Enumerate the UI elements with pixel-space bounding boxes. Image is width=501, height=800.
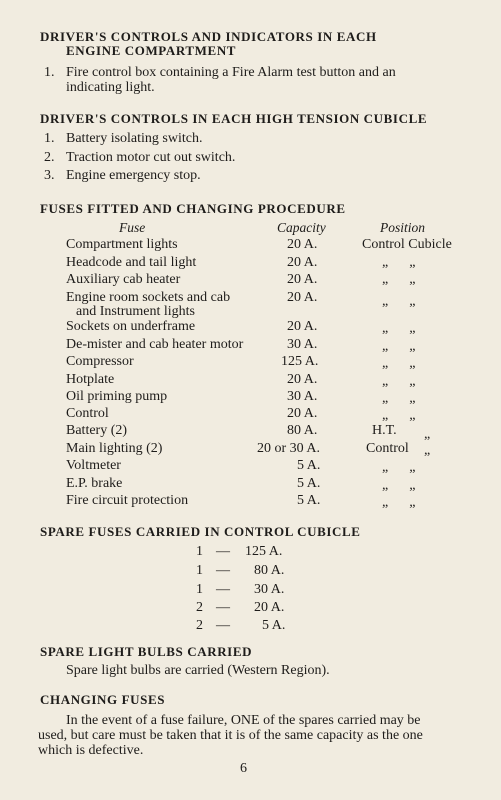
fuse-position: „ „ <box>382 255 416 270</box>
fuse-capacity: 5 A. <box>297 476 321 491</box>
spare-qty: 2 <box>196 600 203 615</box>
spare-qty: 1 <box>196 563 203 578</box>
fuse-capacity: 20 A. <box>287 372 318 387</box>
item-text: Battery isolating switch. <box>66 131 203 146</box>
spare-bulbs-text: Spare light bulbs are carried (Western Region). <box>66 663 330 678</box>
fuse-position: „ „ <box>382 478 416 493</box>
spare-bulbs-heading: SPARE LIGHT BULBS CARRIED <box>40 644 253 659</box>
item-number: 2. <box>44 150 55 165</box>
spare-qty: 2 <box>196 618 203 633</box>
indicators-heading-line2: ENGINE COMPARTMENT <box>66 43 237 58</box>
fuse-position: „ „ <box>382 374 416 389</box>
spare-amps: 125 A. <box>245 544 283 559</box>
fuse-position: „ „ <box>382 408 416 423</box>
changing-fuses-heading: CHANGING FUSES <box>40 692 166 707</box>
spare-qty: 1 <box>196 582 203 597</box>
fuse-position: „ „ <box>382 339 416 354</box>
fuse-capacity: 5 A. <box>297 493 321 508</box>
ditto-mark: „ <box>424 427 431 442</box>
spare-dash: — <box>216 582 230 597</box>
spare-qty: 1 <box>196 544 203 559</box>
item-number: 1. <box>44 131 55 146</box>
fuse-name: Control <box>66 406 109 421</box>
fuse-position: „ „ <box>382 272 416 287</box>
fuse-capacity: 5 A. <box>297 458 321 473</box>
changing-fuses-line2: used, but care must be taken that it is of the same capacity as the one <box>38 728 423 743</box>
fuse-position: „ „ <box>382 356 416 371</box>
spare-amps: 30 A. <box>254 582 285 597</box>
fuse-capacity: 30 A. <box>287 337 318 352</box>
high-tension-item-3 <box>44 168 201 184</box>
col-header-capacity: Capacity <box>277 220 326 235</box>
fuse-name: Voltmeter <box>66 458 121 473</box>
high-tension-item-1 <box>44 131 202 147</box>
fuse-capacity: 20 or 30 A. <box>257 441 320 456</box>
changing-fuses-line3: which is defective. <box>38 743 144 758</box>
changing-fuses-line1: In the event of a fuse failure, ONE of the spares carried may be <box>66 713 421 728</box>
spare-dash: — <box>216 544 230 559</box>
fuse-position: H.T. <box>372 423 397 438</box>
fuse-name-line2: and Instrument lights <box>76 304 195 319</box>
item-number: 1. <box>44 65 55 80</box>
fuse-name: Compressor <box>66 354 134 369</box>
col-header-position: Position <box>380 220 426 235</box>
indicators-item-1 <box>44 65 396 81</box>
fuse-name: Main lighting (2) <box>66 441 163 456</box>
spare-dash: — <box>216 600 230 615</box>
fuse-name: Oil priming pump <box>66 389 168 404</box>
fuse-position: Control Cubicle <box>362 237 452 252</box>
fuse-capacity: 80 A. <box>287 423 318 438</box>
high-tension-item-2 <box>44 150 235 166</box>
fuse-name: Compartment lights <box>66 237 178 252</box>
fuse-name: Battery (2) <box>66 423 128 438</box>
col-header-fuse: Fuse <box>119 220 146 235</box>
fuse-name: Fire circuit protection <box>66 493 189 508</box>
fuse-name: De-mister and cab heater motor <box>66 337 244 352</box>
fuse-capacity: 20 A. <box>287 255 318 270</box>
fuse-position: „ „ <box>382 391 416 406</box>
spare-amps: 80 A. <box>254 563 285 578</box>
fuse-position: „ „ <box>382 321 416 336</box>
fuse-capacity: 30 A. <box>287 389 318 404</box>
spare-dash: — <box>216 618 230 633</box>
fuse-name: Headcode and tail light <box>66 255 197 270</box>
high-tension-heading: DRIVER'S CONTROLS IN EACH HIGH TENSION CUBICLE <box>40 111 428 126</box>
fuse-position: „ „ <box>382 460 416 475</box>
spare-amps: 20 A. <box>254 600 285 615</box>
fuse-name: Sockets on underframe <box>66 319 196 334</box>
spare-dash: — <box>216 563 230 578</box>
fuse-position: Control <box>366 441 409 456</box>
fuse-capacity: 20 A. <box>287 290 318 305</box>
spare-amps: 5 A. <box>262 618 286 633</box>
fuses-heading: FUSES FITTED AND CHANGING PROCEDURE <box>40 201 346 216</box>
fuse-capacity: 125 A. <box>281 354 319 369</box>
ditto-mark: „ <box>424 443 431 458</box>
fuse-capacity: 20 A. <box>287 237 318 252</box>
item-number: 3. <box>44 168 55 183</box>
fuse-name: E.P. brake <box>66 476 123 491</box>
item-text-line1: Fire control box containing a Fire Alarm test button and an <box>66 65 396 80</box>
spare-fuses-heading: SPARE FUSES CARRIED IN CONTROL CUBICLE <box>40 524 361 539</box>
fuse-name: Auxiliary cab heater <box>66 272 181 287</box>
indicators-item-1-line2: indicating light. <box>66 80 155 95</box>
item-text: Traction motor cut out switch. <box>66 150 236 165</box>
fuse-capacity: 20 A. <box>287 272 318 287</box>
fuse-capacity: 20 A. <box>287 406 318 421</box>
page-number: 6 <box>240 761 247 776</box>
fuse-position: „ „ <box>382 495 416 510</box>
item-text: Engine emergency stop. <box>66 168 201 183</box>
fuse-name: Hotplate <box>66 372 115 387</box>
indicators-heading-line1: DRIVER'S CONTROLS AND INDICATORS IN EACH <box>40 29 377 44</box>
fuse-capacity: 20 A. <box>287 319 318 334</box>
fuse-name: Engine room sockets and cab <box>66 290 231 305</box>
fuse-position: „ „ <box>382 294 416 309</box>
